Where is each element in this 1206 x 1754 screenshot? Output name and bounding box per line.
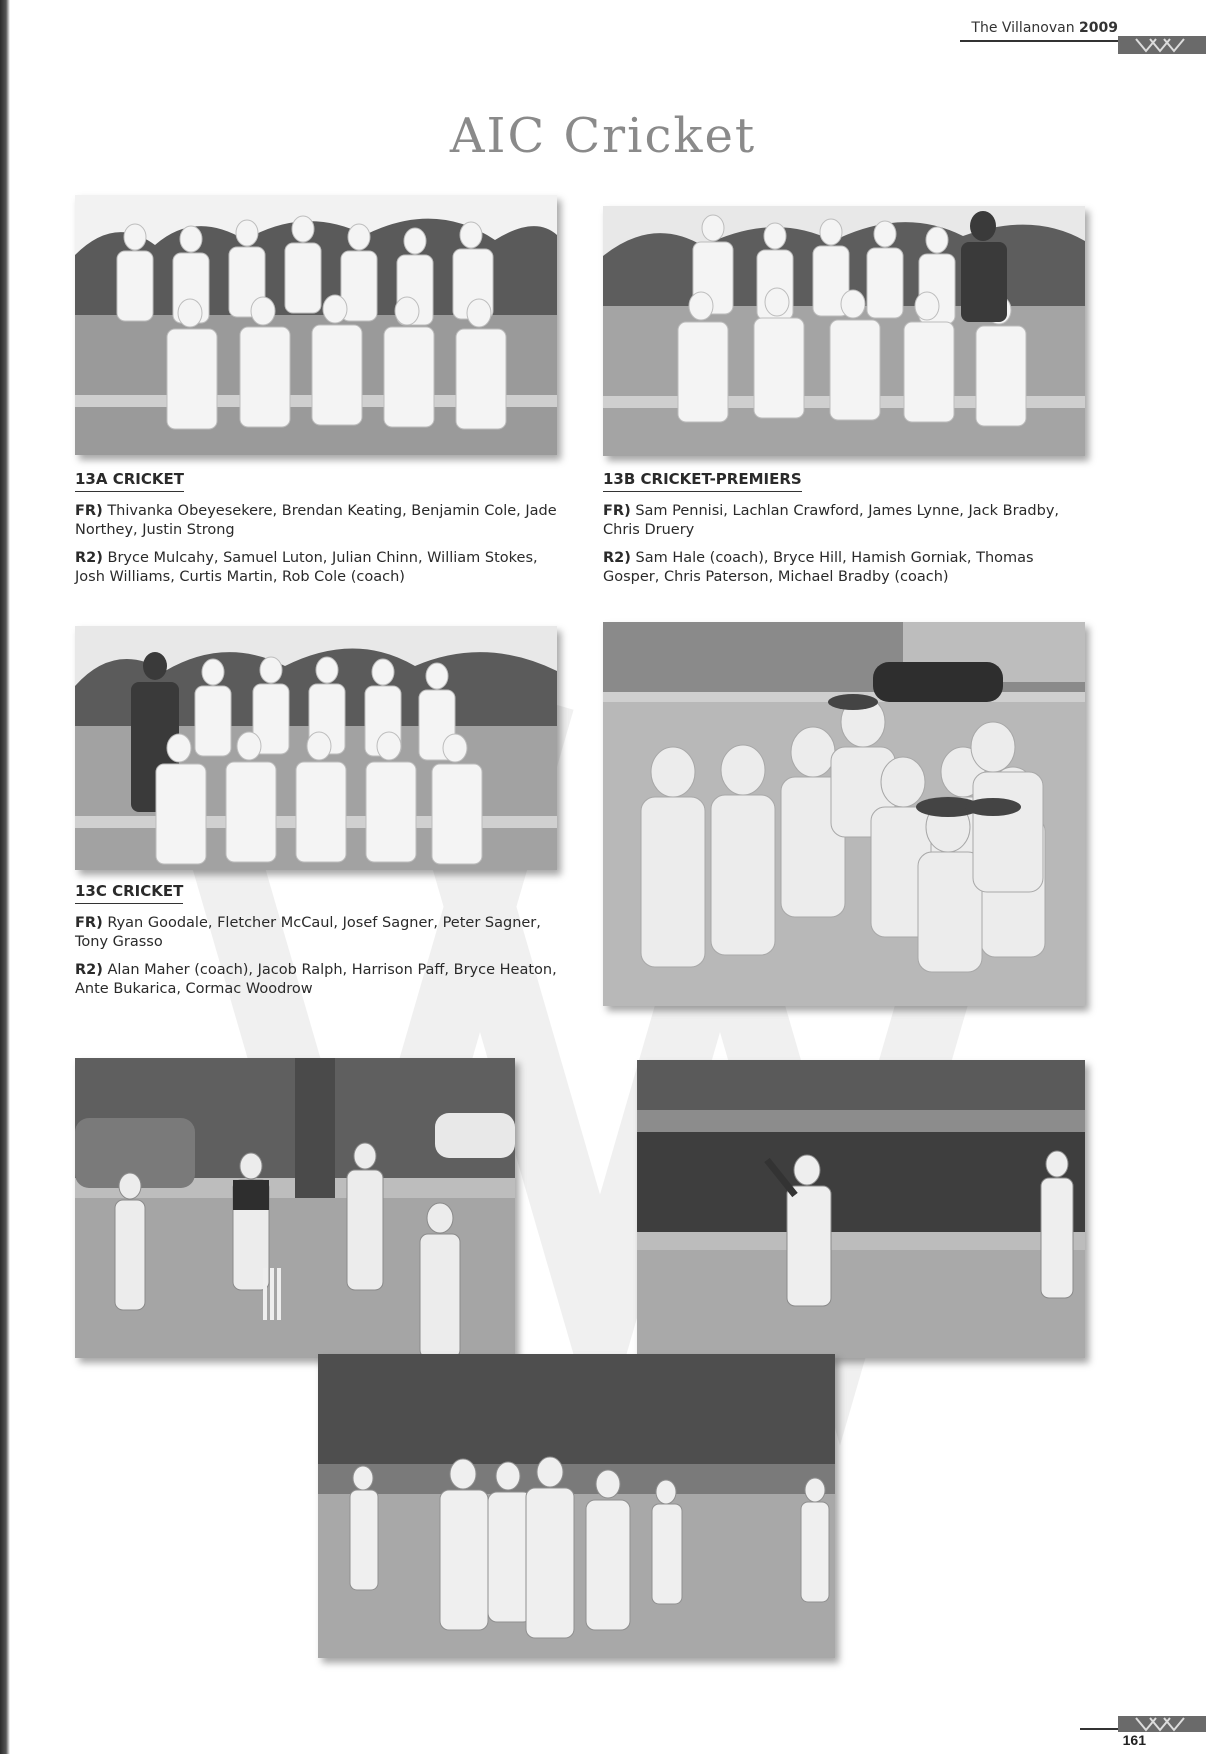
publication-header [971, 20, 1118, 36]
team-photo-13b [603, 206, 1085, 456]
team-photo-13c [75, 626, 557, 870]
caption-13c [75, 882, 565, 1008]
team-title: 13B CRICKET-PREMIERS [603, 470, 802, 492]
rear-row [75, 549, 565, 587]
footer-crest [1118, 1716, 1206, 1732]
team-title: 13C CRICKET [75, 882, 183, 904]
binding-edge [0, 0, 10, 1754]
row-label: FR) [75, 915, 103, 931]
rear-row-names: Sam Hale (coach), Bryce Hill, Hamish Gorniak, Thomas Gosper, Chris Paterson, Michael Bradby (coach) [603, 550, 1034, 585]
front-row [603, 502, 1093, 540]
front-row-names: Thivanka Obeyesekere, Brendan Keating, Benjamin Cole, Jade Northey, Justin Strong [75, 503, 557, 538]
front-row [75, 914, 565, 952]
front-row [75, 502, 565, 540]
publication-year: 2009 [1079, 20, 1118, 36]
team-title: 13A CRICKET [75, 470, 184, 492]
team-photo-13a [75, 195, 557, 455]
match-action-photo-2 [637, 1060, 1085, 1358]
row-label: FR) [603, 503, 631, 519]
group-candid-photo [603, 622, 1085, 1006]
page-number: 161 [1122, 1732, 1146, 1748]
front-row-names: Ryan Goodale, Fletcher McCaul, Josef Sagner, Peter Sagner, Tony Grasso [75, 915, 541, 950]
caption-13a [75, 470, 565, 596]
header-crest [1118, 36, 1206, 54]
rear-row-names: Alan Maher (coach), Jacob Ralph, Harrison Paff, Bryce Heaton, Ante Bukarica, Cormac Woodrow [75, 962, 557, 997]
rear-row [603, 549, 1093, 587]
publication-name: The Villanovan [971, 20, 1075, 36]
vv-crest-icon [1118, 1716, 1206, 1732]
row-label: R2) [75, 962, 103, 978]
row-label: R2) [75, 550, 103, 566]
vv-crest-icon [1118, 36, 1206, 54]
match-action-photo-1 [75, 1058, 515, 1358]
rear-row-names: Bryce Mulcahy, Samuel Luton, Julian Chinn, William Stokes, Josh Williams, Curtis Martin, Rob Cole (coach) [75, 550, 538, 585]
page-title: AIC Cricket [449, 108, 757, 164]
row-label: FR) [75, 503, 103, 519]
rear-row [75, 961, 565, 999]
row-label: R2) [603, 550, 631, 566]
caption-13b [603, 470, 1093, 596]
match-action-photo-3 [318, 1354, 835, 1658]
front-row-names: Sam Pennisi, Lachlan Crawford, James Lynne, Jack Bradby, Chris Druery [603, 503, 1060, 538]
